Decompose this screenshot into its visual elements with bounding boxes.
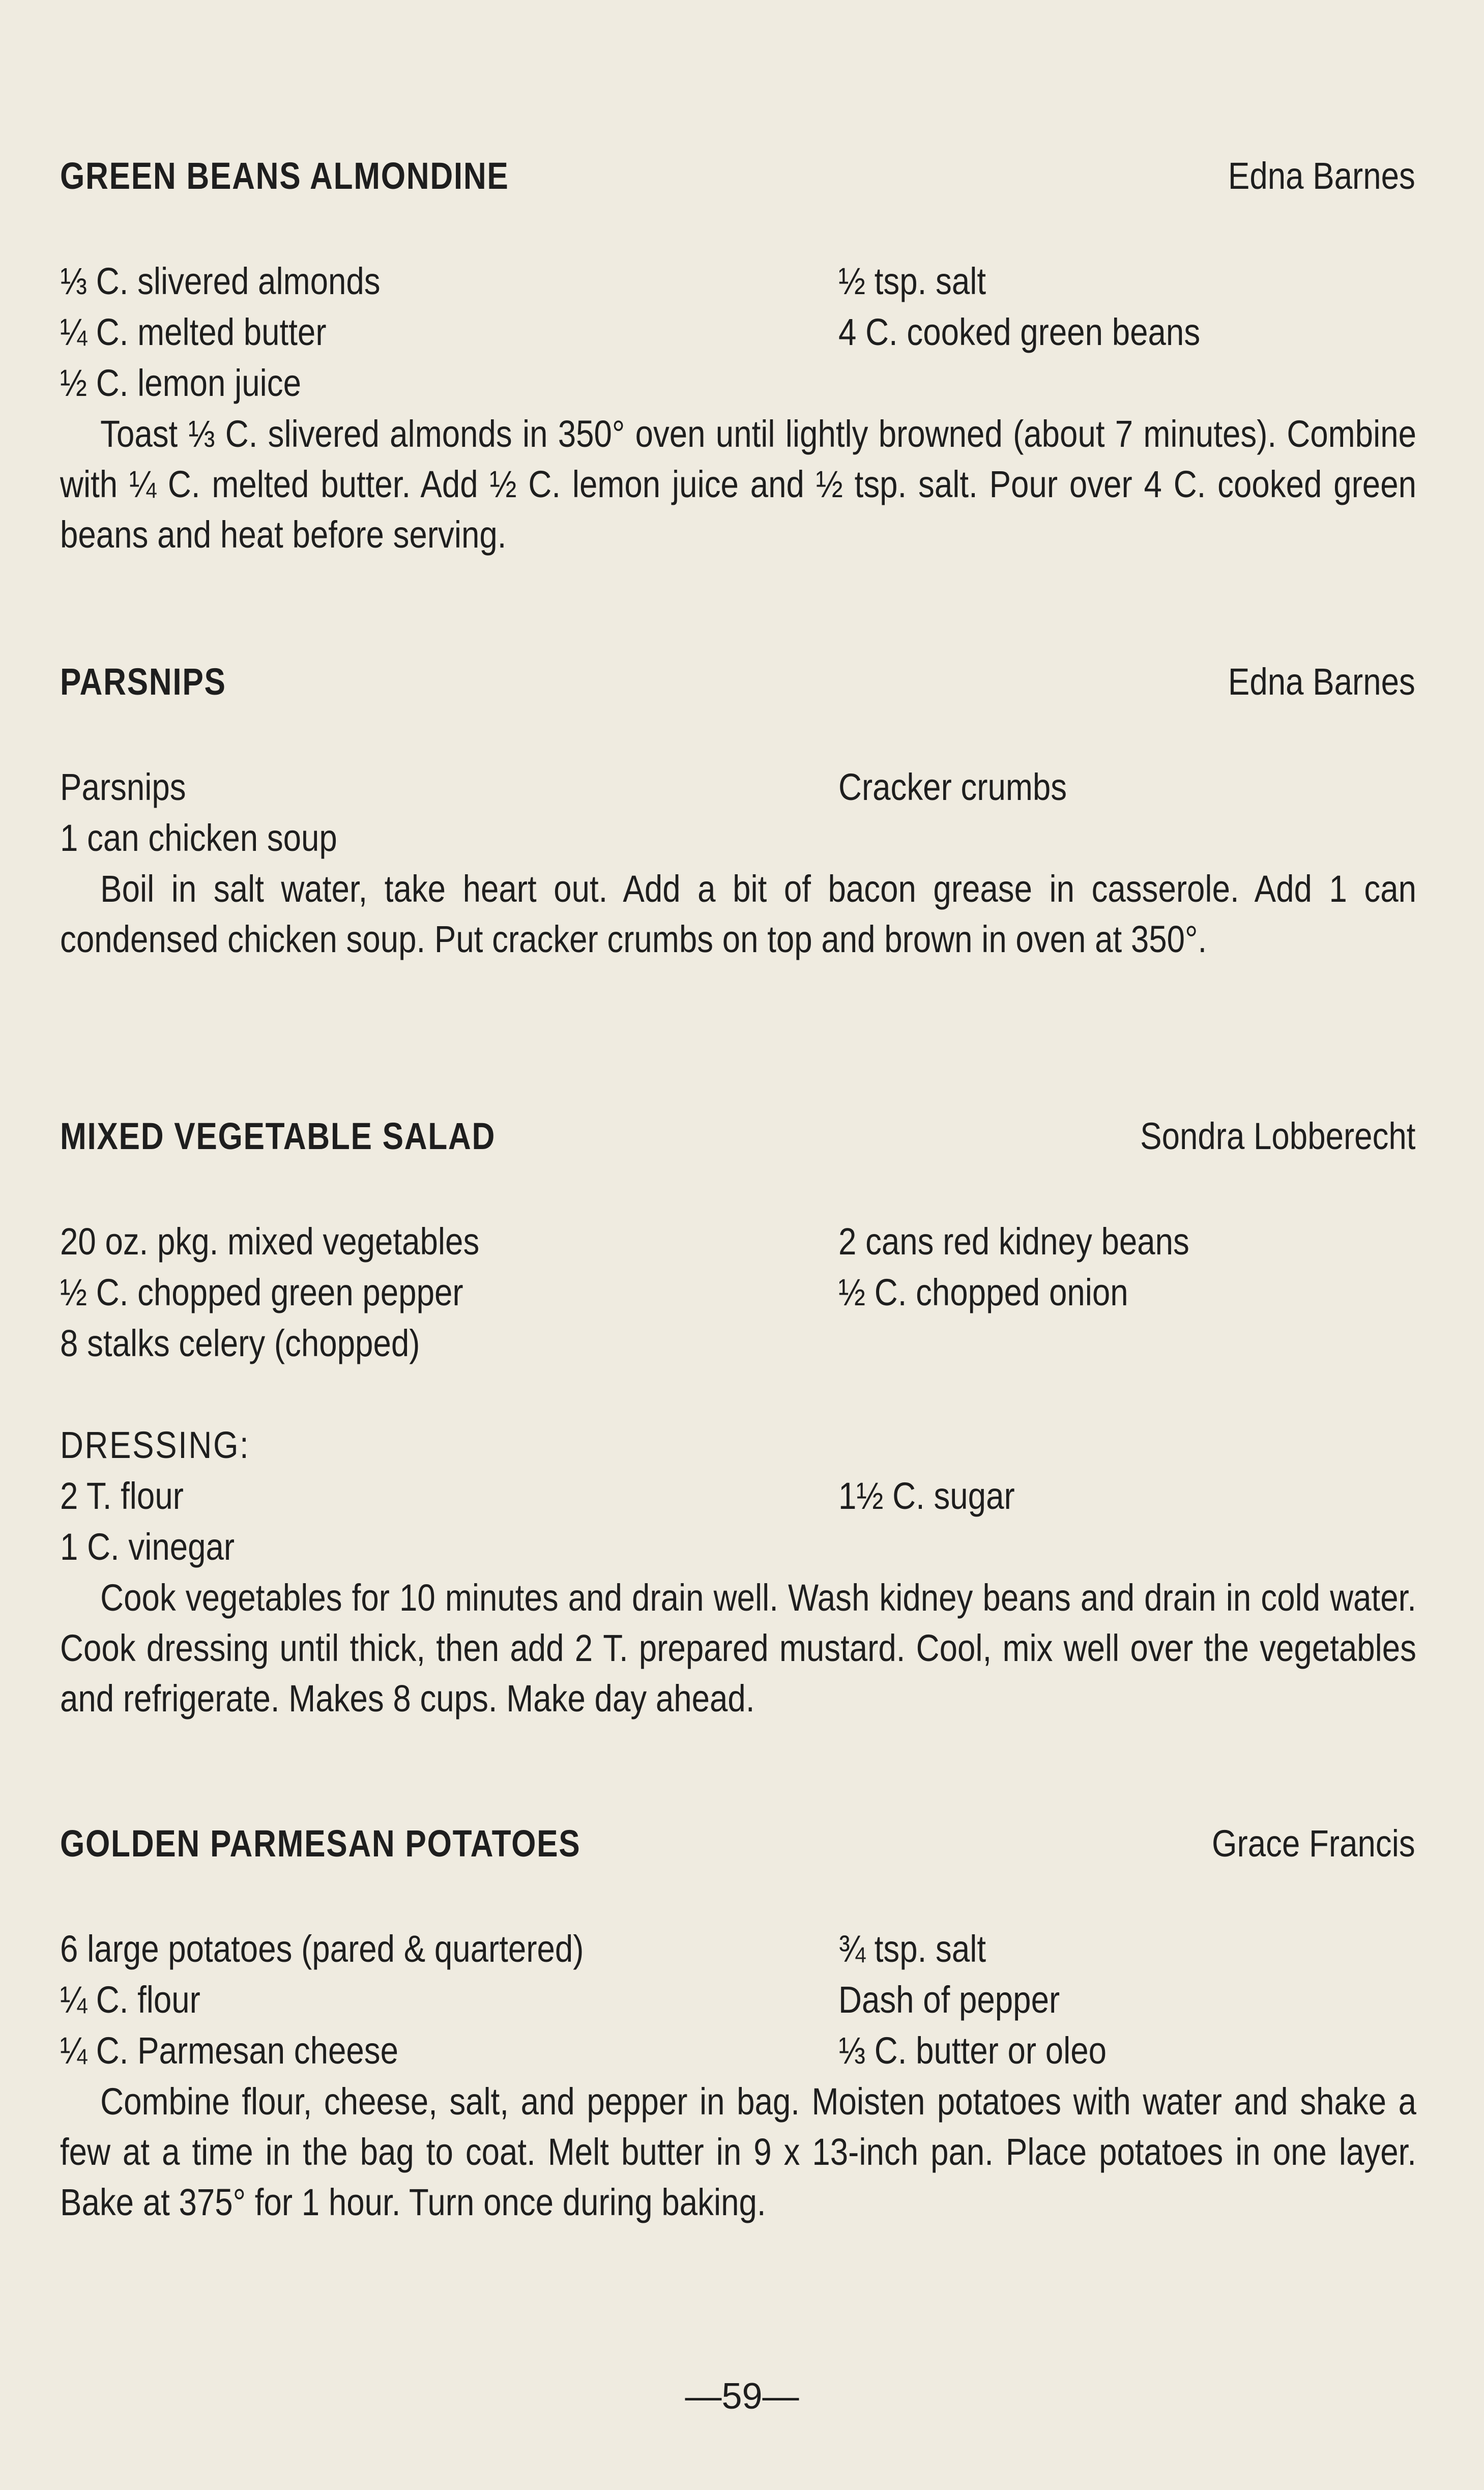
ingredient: ¼ C. Parmesan cheese [60, 2029, 399, 2072]
recipe-header [60, 154, 1415, 205]
recipe-green-beans-almondine [60, 154, 1415, 560]
recipe-author: Edna Barnes [1228, 155, 1415, 197]
ingredient: ½ C. chopped onion [838, 1271, 1128, 1313]
ingredient: Cracker crumbs [838, 766, 1067, 808]
recipe-author: Sondra Lobberecht [1140, 1115, 1415, 1157]
recipe-directions: Toast ⅓ C. slivered almonds in 350° oven until lightly browned (about 7 minutes). Combine with ¼ C. melted butter. Add ½ C. lemon juice and ½ tsp. salt. Pour over 4 C. cooked green beans and heat before serving. [60, 413, 1416, 556]
ingredient: ½ C. chopped green pepper [60, 1271, 463, 1313]
ingredient: ¼ C. melted butter [60, 311, 327, 353]
dressing-ingredients [60, 1471, 1415, 1572]
ingredient: ¾ tsp. salt [838, 1928, 986, 1970]
ingredient: Dash of pepper [838, 1979, 1060, 2021]
ingredients-list [60, 256, 1415, 409]
recipe-mixed-vegetable-salad [60, 1114, 1415, 1724]
recipe-header [60, 1114, 1415, 1165]
ingredients-list [60, 1924, 1415, 2076]
recipe-author: Grace Francis [1212, 1822, 1415, 1865]
recipe-directions: Boil in salt water, take heart out. Add a bit of bacon grease in casserole. Add 1 can condensed chicken soup. Put cracker crumbs on top and brown in oven at 350°. [60, 868, 1416, 960]
ingredient: 6 large potatoes (pared & quartered) [60, 1928, 584, 1970]
ingredient: Parsnips [60, 766, 186, 808]
dressing-label: DRESSING: [60, 1424, 250, 1466]
recipe-title: PARSNIPS [60, 661, 226, 703]
ingredient: 8 stalks celery (chopped) [60, 1322, 420, 1364]
ingredient: 2 T. flour [60, 1475, 184, 1517]
recipe-title: GREEN BEANS ALMONDINE [60, 155, 509, 197]
recipe-directions: Cook vegetables for 10 minutes and drain well. Wash kidney beans and drain in cold water. Cook dressing until thick, then add 2 T. prepared mustard. Cool, mix well over the vegetables and refrigerate. Makes 8 cups. Make day ahead. [60, 1577, 1416, 1720]
ingredients-list [60, 1216, 1415, 1369]
recipe-golden-parmesan-potatoes [60, 1822, 1415, 2227]
recipe-directions: Combine flour, cheese, salt, and pepper in bag. Moisten potatoes with water and shake a few at a time in the bag to coat. Melt butter in 9 x 13-inch pan. Place potatoes in one layer. Bake at 375° for 1 hour. Turn once during baking. [60, 2080, 1416, 2223]
recipe-parsnips [60, 660, 1415, 964]
ingredient: 1 C. vinegar [60, 1526, 235, 1568]
recipe-author: Edna Barnes [1228, 661, 1415, 703]
ingredients-list [60, 762, 1415, 864]
ingredient: 2 cans red kidney beans [838, 1220, 1189, 1263]
cookbook-page [60, 0, 1415, 2490]
page-number: —59— [685, 2376, 799, 2417]
recipe-title: GOLDEN PARMESAN POTATOES [60, 1822, 581, 1865]
ingredient: ⅓ C. slivered almonds [60, 260, 381, 302]
recipe-header [60, 1822, 1415, 1873]
ingredient: 1 can chicken soup [60, 817, 337, 859]
ingredient: 1½ C. sugar [838, 1475, 1015, 1517]
ingredient: 4 C. cooked green beans [838, 311, 1201, 353]
ingredient: ½ C. lemon juice [60, 362, 301, 404]
ingredient: ⅓ C. butter or oleo [838, 2029, 1107, 2072]
recipe-title: MIXED VEGETABLE SALAD [60, 1115, 496, 1157]
recipe-header [60, 660, 1415, 711]
ingredient: ¼ C. flour [60, 1979, 200, 2021]
ingredient: ½ tsp. salt [838, 260, 986, 302]
ingredient: 20 oz. pkg. mixed vegetables [60, 1220, 480, 1263]
